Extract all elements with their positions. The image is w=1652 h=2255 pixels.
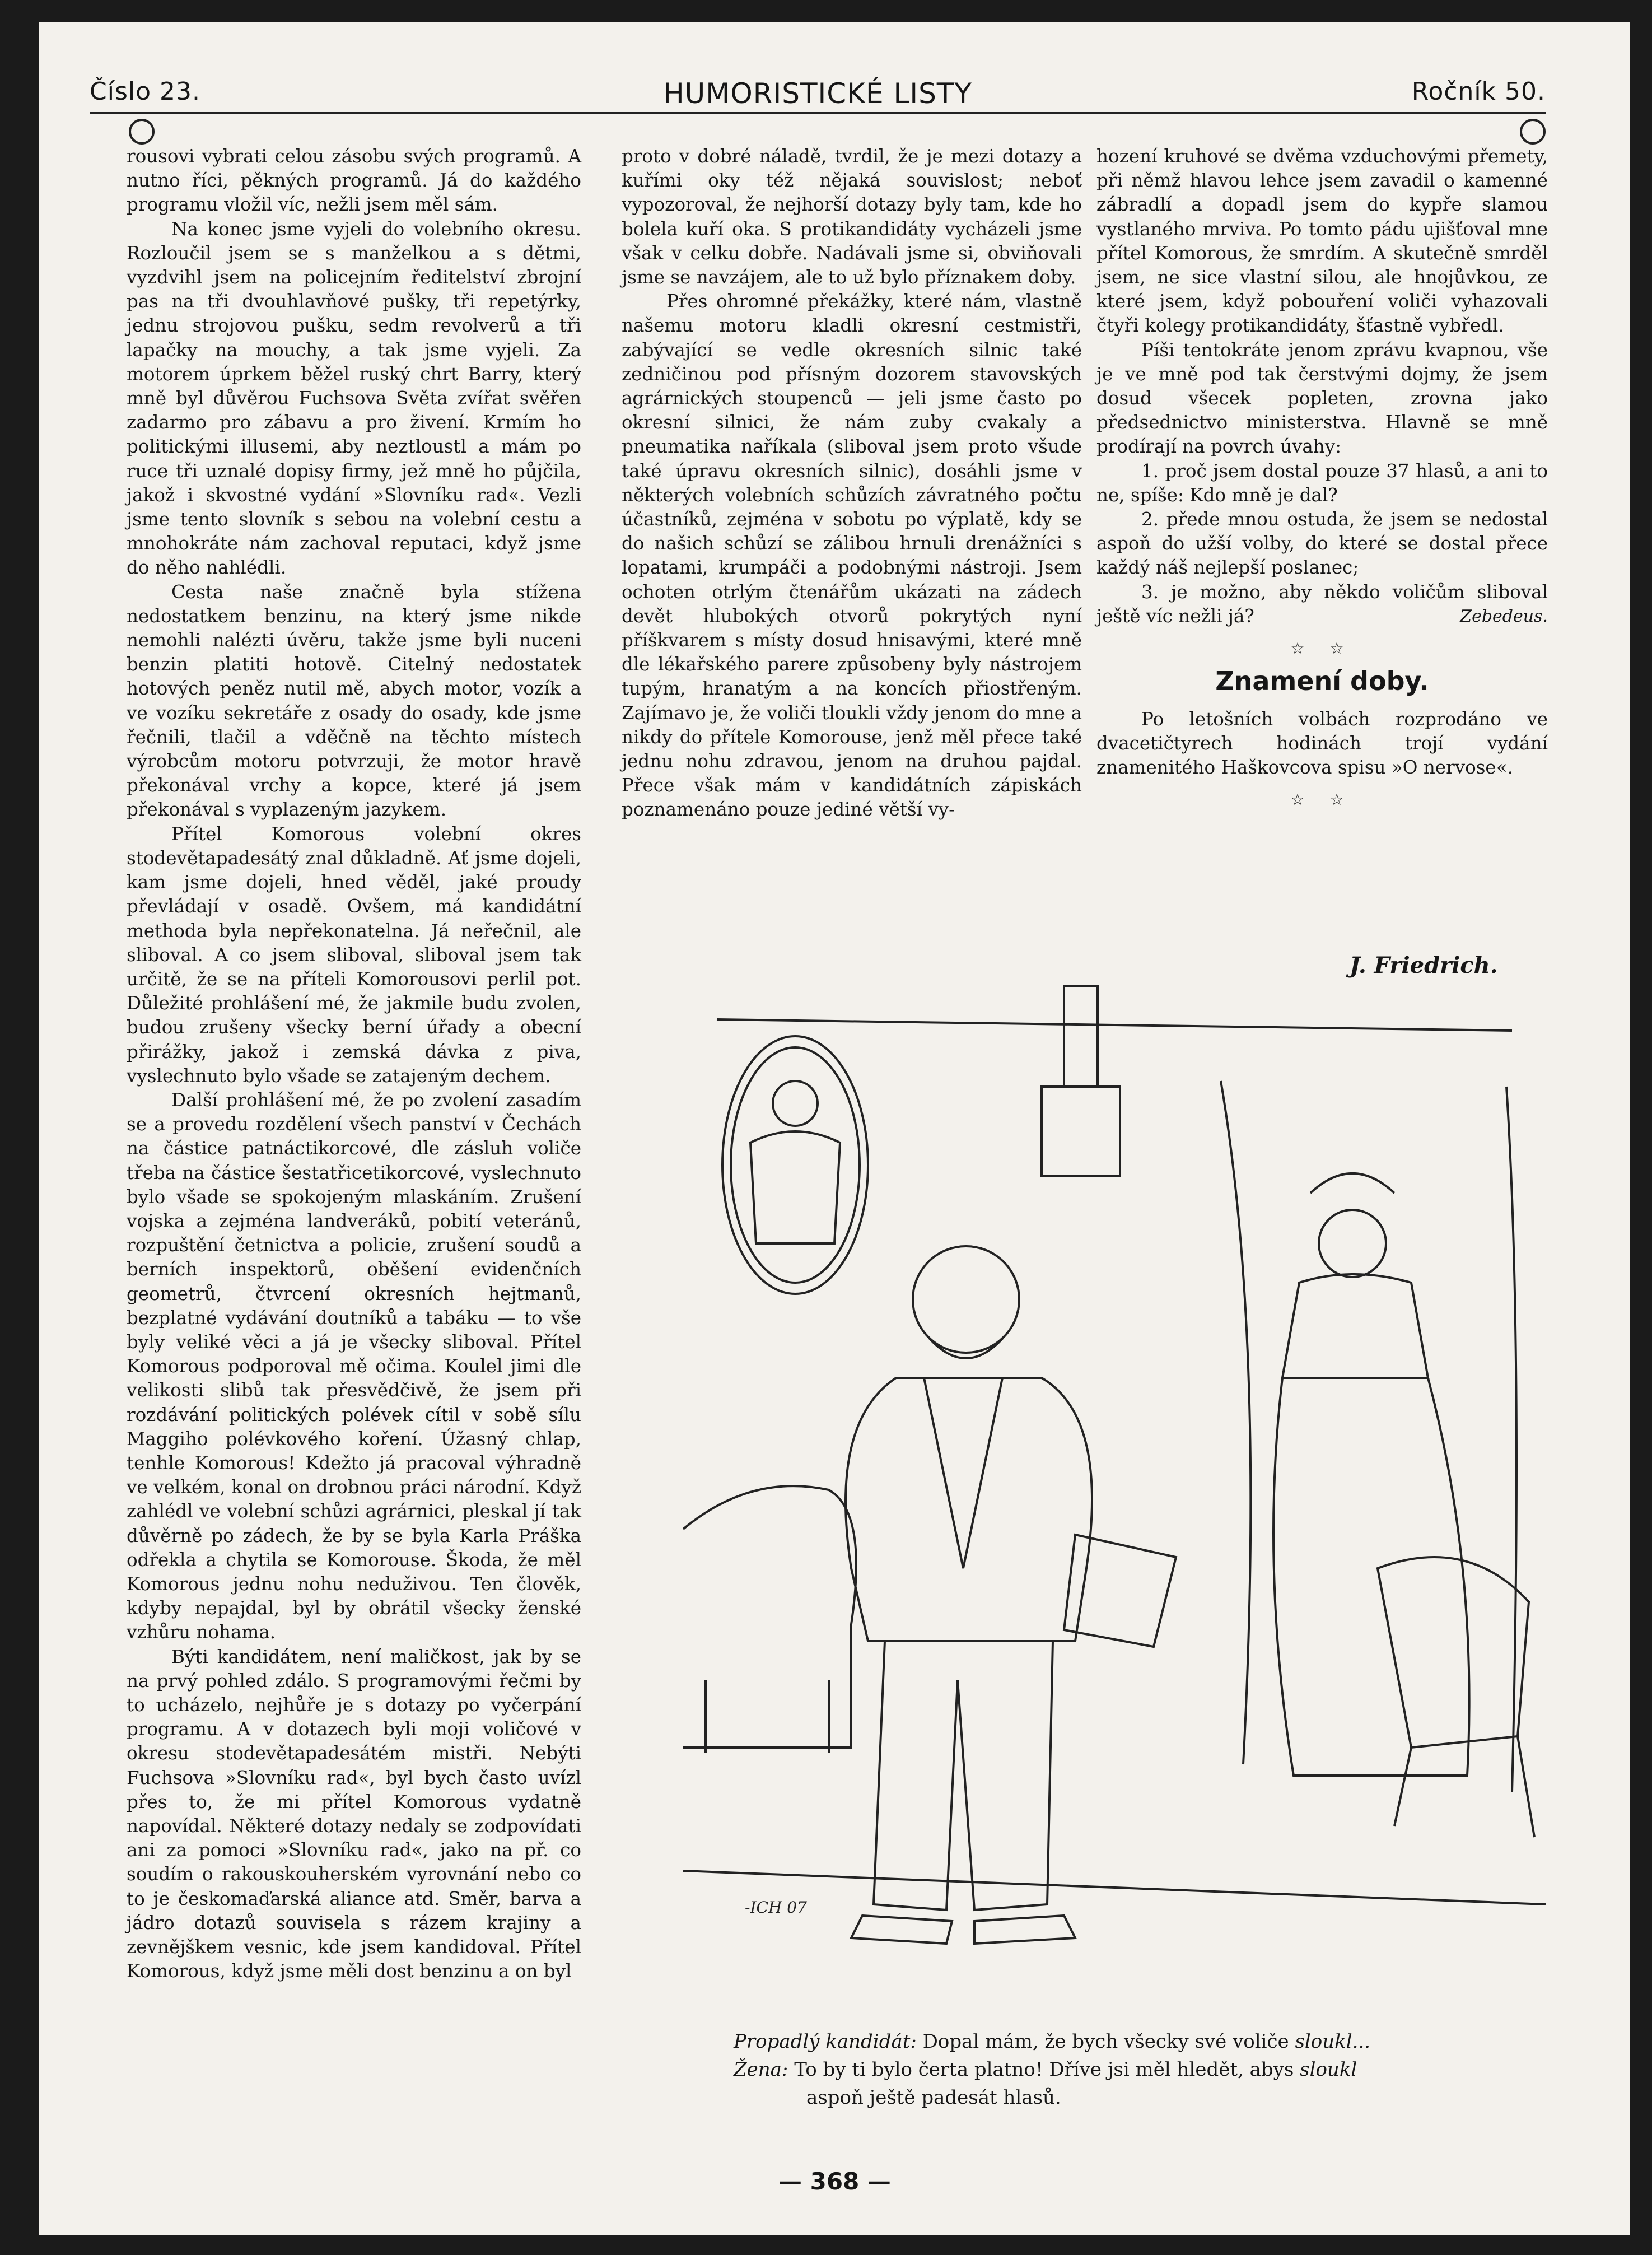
paragraph: Cesta naše značně byla stížena nedostatkem benzinu, na který jsme nikde nemohli nalézti úvěru, takže jsme byli nuceni benzin platiti hotově. Citelný nedostatek hotových peněz nutil mě, abych motor, vozík a ve vozíku sekretáře z osady do osady, kde jsme řečnili, tlačil a vděčně na těchto místech výrobcům motoru potvrzuji, že motor hravě překonával vrchy a kopce, které já jsem překonával s vyplazeným jazykem.: [127, 581, 581, 821]
section-divider: ☆ ☆: [1290, 790, 1354, 809]
crumpled-paper: [1064, 1535, 1176, 1647]
chair: [1378, 1557, 1529, 1748]
ornament-right-icon: [1520, 119, 1546, 145]
man-head: [913, 1246, 1019, 1353]
ornament-left-icon: [129, 119, 155, 145]
paragraph: Býti kandidátem, není maličkost, jak by se na prvý pohled zdálo. S programovými řečmi by to ucházelo, nejhůře je s dotazy po vyčerpání programu. A v dotazech byli moji voličové v okresu stodevětapadesátém mistři. Nebýti Fuchsova »Slovníku rad«, byl bych často uvízl přes to, že mi přítel Komorous vydatně napovídal. Některé dotazy nedaly se zodpovídati ani za pomoci »Slovníku rad«, jako na př. co soudím o rakouskouherském vyrovnání nebo co to je českomaďarská aliance atd. Směr, barva a jádro dotazů souvisela s rázem krajiny a zevnějškem vesnic, kde jsem kandidoval. Přítel Komorous, když jsme měli dost benzinu a on byl: [127, 1646, 581, 1982]
mirror: [722, 1036, 868, 1294]
man-slippers: [851, 1916, 1075, 1944]
sofa: [683, 1486, 856, 1748]
paragraph: hození kruhové se dvěma vzduchovými přemety, při němž hlavou lehce jsem zavadil o kamenné zábradlí a dopadl jsem do kypře slamou vystlaného mrviva. Po tomto pádu ujišťoval mne přítel Komorous, že smrdím. A skutečně smrděl jsem, ne sice vlastní silou, ale hnojůvkou, ze které jsem, když pobouření voliči vyhazovali čtyři kolegy protikandidáty, šťastně vybředl.: [1096, 146, 1548, 337]
wall-line: [717, 1019, 1512, 1031]
doorway-edge: [1506, 1087, 1516, 1792]
section-divider: ☆ ☆: [1290, 639, 1354, 658]
floor-line: [683, 1871, 1546, 1904]
cartoon-illustration: [683, 952, 1546, 2011]
paragraph: Přes ohromné překážky, které nám, vlastně našemu motoru kladli okresní cestmistři, zabývající se vedle okresních silnic také zedničinou pod přísným dozorem stavovských agrárnických stoupenců — jeli jsme často po okresní silnici, že nám zuby cvakaly a pneumatika naříkala (sliboval jsem proto všude také úpravu okresních silnic), dosáhli jsme v některých volebních schůzích závratného počtu účastníků, zejména v sobotu po výplatě, kdy se do našich schůzí se zálibou hrnuli drenážníci s lopatami, krumpáči a podobnými nástroji. Jsem ochoten otrlým čtenářům ukázati na zádech devět hlubokých otvorů pokrytých nyní příškvarem s místy dosud hnisavými, které mně dle lékařského parere způsobeny byly nástrojem tupým, hranatým a na koncích přiostřeným. Zajímavo je, že voliči tloukli vždy jenom do mne a nikdy do přítele Komorouse, jenž měl přece také jednu nohu zdravou, jenom na druhou pajdal. Přece však mám v kandidátních zápiskách poznamenáno pouze jediné větší vy-: [622, 291, 1082, 821]
paragraph: Přítel Komorous volební okres stodevětapadesátý znal důkladně. Ať jsme dojeli, kam jsme dojeli, hned věděl, jaké proudy převládají v osadě. Ovšem, má kandidátní methoda byla nepřekonatelna. Já neřečnil, ale sliboval. A co jsem sliboval, sliboval jsem tak určitě, že se na příteli Komorousovi perlil pot. Důležité prohlášení mé, že jakmile budu zvolen, budou zrušeny všecky berní úřady a obecní přirážky, jakož i zemská dávka z piva, vyslechnuto bylo všade se zatajeným dechem.: [127, 823, 581, 1087]
woman-bodice: [1282, 1274, 1428, 1378]
svg-text:-ICH 07: -ICH 07: [745, 1898, 807, 1917]
speaker-candidate: Propadlý kandidát:: [734, 2030, 917, 2053]
article-column-2: [622, 145, 1082, 822]
stove-pipe: [1064, 986, 1098, 1087]
caption-line-2: Žena: To by ti bylo čerta platno! Dříve jsi měl hledět, abys sloukl: [734, 2058, 1357, 2081]
illustrator-credit: J. Friedrich.: [1350, 952, 1498, 979]
curtain: [1221, 1081, 1250, 1764]
list-item: 3. je možno, aby někdo voličům sliboval ještě víc nežli já?: [1096, 581, 1548, 627]
woman-head: [1319, 1210, 1386, 1277]
paragraph: Další prohlášení mé, že po zvolení zasadím se a provedu rozdělení všech panství v Čechách na částice patnáctikorcové, dle zásluh voliče třeba na částice šestatřicetikorcové, vyslechnuto bylo všade se spokojeným mlaskáním. Zrušení vojska a zejména landveráků, pobití veteránů, rozpuštění četnictva a policie, zrušení soudů a berních inspektorů, oběšení evidenčních geometrů, čtvrcení okresních hejtmanů, bezplatné vydávání doutníků a tabáku — to vše byly veliké věci a já je všecky sliboval. Přítel Komorous podporoval mě očima. Koulel jimi dle velikosti slibů tak přesvědčivě, že jsem při rozdávání politických polévek cítil v sobě sílu Maggiho polévkového koření. Úžasný chlap, tenhle Komorous! Kdežto já pracoval výhradně ve velkém, konal on drobnou práci národní. Když zahlédl ve volební schůzi agrárnici, pleskal jí tak důvěrně po zádech, že by se byla Karla Práška odřekla a chytila se Komorouse. Škoda, že měl Komorous jednu nohu neduživou. Ten člověk, kdyby nepajdal, byl by obrátil všecky ženské vzhůru nohama.: [127, 1089, 581, 1643]
man-legs: [874, 1641, 1053, 1910]
author-signature: Zebedeus.: [1460, 607, 1548, 627]
header-rule: [90, 112, 1546, 114]
article-column-3: [1096, 145, 1548, 819]
volume-number: Ročník 50.: [1411, 77, 1546, 106]
paragraph: Píši tentokráte jenom zprávu kvapnou, vše je ve mně pod tak čerstvými dojmy, že jsem dosud všecek popleten, zrovna jako předsednictvo ministerstva. Hlavně se mně prodírají na povrch úvahy:: [1096, 339, 1548, 458]
woman-skirt: [1273, 1378, 1469, 1776]
masthead-title: HUMORISTICKÉ LISTY: [663, 77, 972, 110]
page-number: — 368 —: [778, 2168, 891, 2195]
paragraph: proto v dobré náladě, tvrdil, že je mezi dotazy a kuřími oky též nějaká souvislost; neboť vypozoroval, že nejhorší dotazy byly tam, kde ho bolela kuří oka. S protikandidáty vycházeli jsme však v celku dobře. Nadávali jsme si, obviňovali jsme se navzájem, ale to už bylo příznakem doby.: [622, 146, 1082, 288]
article-column-1: [127, 145, 581, 1983]
page-header: [90, 77, 1546, 117]
cartoon-caption: [734, 2028, 1562, 2112]
mirror-reflection-head: [773, 1081, 818, 1126]
caption-line-1: Propadlý kandidát: Dopal mám, že bych všecky své voliče sloukl...: [734, 2030, 1371, 2053]
paragraph: Na konec jsme vyjeli do volebního okresu. Rozloučil jsem se s manželkou a s dětmi, vyzdvihl jsem na policejním ředitelství zbrojní pas na tři dvouhlavňové pušky, tři repetýrky, jednu strojovou pušku, sedm revolverů a tři lapačky na mouchy, a tak jsme vyjeli. Za motorem úprkem běžel ruský chrt Barry, který mně byl důvěrou Fuchsova Světa zvířat svěřen zadarmo pro zábavu a pro živení. Krmím ho politickými illusemi, aby neztloustl a mám po ruce tři uznalé dopisy firmy, jež mně ho půjčila, jakož i skvostné vydání »Slovníku rad«. Vezli jsme tento slovník s sebou na volební cestu a mnohokráte nám zachoval reputaci, když jsme do něho nahlédli.: [127, 218, 581, 579]
caption-line-3: aspoň ještě padesát hlasů.: [806, 2086, 1061, 2109]
speaker-wife: Žena:: [734, 2058, 788, 2081]
list-item: 2. přede mnou ostuda, že jsem se nedostal aspoň do užší volby, do které se dostal přece každý náš nejlepší poslanec;: [1096, 509, 1548, 579]
list-item: 1. proč jsem dostal pouze 37 hlasů, a ani to ne, spíše: Kdo mně je dal?: [1096, 460, 1548, 506]
paragraph: rousovi vybrati celou zásobu svých programů. A nutno říci, pěkných programů. Já do každého programu vložil víc, nežli jsem měl sám.: [127, 146, 581, 216]
article-heading: Znamení doby.: [1215, 666, 1429, 697]
issue-number: Číslo 23.: [90, 77, 200, 106]
paragraph: Po letošních volbách rozprodáno ve dvacetičtyrech hodinách trojí vydání znamenitého Haškovcova spisu »O nervose«.: [1096, 708, 1548, 779]
stove: [1042, 1087, 1120, 1176]
man-torso: [846, 1378, 1092, 1641]
